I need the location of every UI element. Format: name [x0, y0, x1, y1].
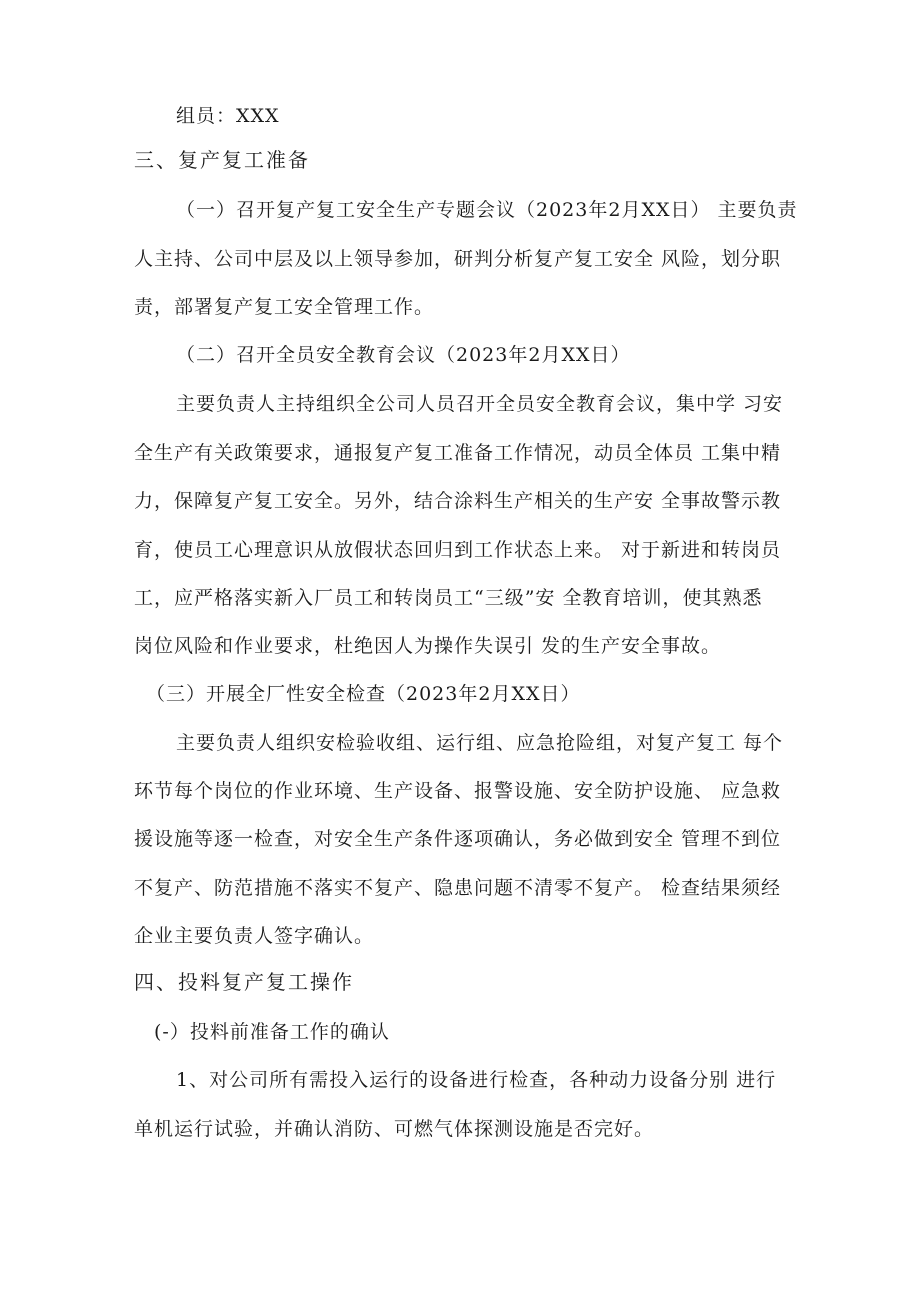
- item-3-3-line-2: 环节每个岗位的作业环境、生产设备、报警设施、安全防护设施、 应急救: [134, 780, 782, 802]
- item-3-2-line-4: 育，使员工心理意识从放假状态回归到工作状态上来。 对于新进和转岗员: [134, 539, 782, 561]
- item-4-1-line-1: 1、对公司所有需投入运行的设备进行检查，各种动力设备分别 进行: [176, 1069, 777, 1091]
- item-3-1-line-2: 人主持、公司中层及以上领导参加，研判分析复产复工安全 风险，划分职: [134, 248, 782, 270]
- item-3-2-line-3: 力，保障复产复工安全。另外，结合涂料生产相关的生产安 全事故警示教: [134, 490, 782, 512]
- item-3-1-line-3: 责，部署复产复工安全管理工作。: [134, 296, 435, 318]
- item-4-1-title: (-）投料前准备工作的确认: [154, 1021, 390, 1043]
- section-4-heading: 四、投料复产复工操作: [134, 970, 354, 994]
- item-3-3-line-1: 主要负责人组织安检验收组、运行组、应急抢险组，对复产复工 每个: [176, 732, 784, 754]
- item-3-3-title: （三）开展全厂性安全检查（2023年2月XX日）: [146, 683, 581, 705]
- item-3-2-line-6: 岗位风险和作业要求，杜绝因人为操作失误引 发的生产安全事故。: [134, 635, 722, 657]
- item-3-2-line-2: 全生产有关政策要求，通报复产复工准备工作情况，动员全体员 工集中精: [134, 442, 782, 464]
- item-3-3-line-5: 企业主要负责人签字确认。: [134, 925, 375, 947]
- item-3-2-line-5: 工，应严格落实新入厂员工和转岗员工“三级”安 全教育培训，使其熟悉: [134, 587, 763, 609]
- item-3-2-title: （二）召开全员安全教育会议（2023年2月XX日）: [176, 344, 631, 366]
- section-3-heading: 三、复产复工准备: [134, 148, 310, 172]
- item-3-3-line-3: 援设施等逐一检查，对安全生产条件逐项确认，务必做到安全 管理不到位: [134, 828, 782, 850]
- item-3-1-line-1: （一）召开复产复工安全生产专题会议（2023年2月XX日） 主要负责: [176, 199, 798, 221]
- item-4-1-line-2: 单机运行试验，并确认消防、可燃气体探测设施是否完好。: [134, 1118, 655, 1140]
- item-3-3-line-4: 不复产、防范措施不落实不复产、隐患问题不清零不复产。 检查结果须经: [134, 877, 782, 899]
- members-line: 组员：XXX: [176, 105, 280, 127]
- item-3-2-line-1: 主要负责人主持组织全公司人员召开全员安全教育会议，集中学 习安: [176, 393, 784, 415]
